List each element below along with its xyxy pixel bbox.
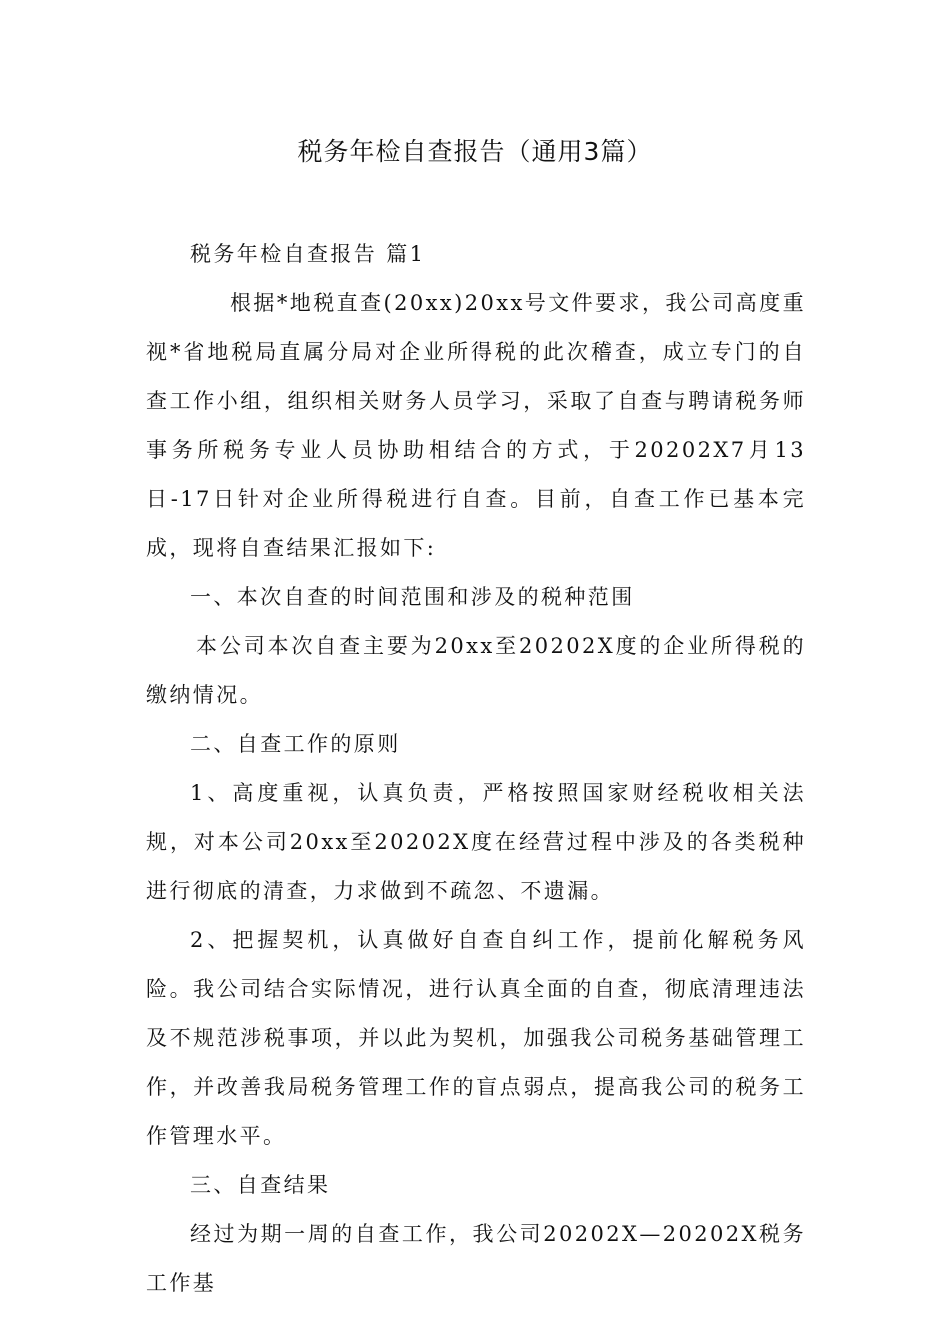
document-title: 税务年检自查报告（通用3篇）: [297, 137, 653, 166]
paragraph: 1、高度重视，认真负责，严格按照国家财经税收相关法规，对本公司20xx至20202X度在经营过程中涉及的各类税种进行彻底的清查，力求做到不疏忽、不遗漏。: [146, 781, 806, 903]
document-body: [146, 230, 806, 1308]
section-heading: 税务年检自查报告 篇1: [190, 242, 426, 266]
section-heading: 三、自查结果: [190, 1173, 331, 1197]
paragraph: 本公司本次自查主要为20xx至20202X度的企业所得税的缴纳情况。: [146, 634, 806, 707]
section-heading: 二、自查工作的原则: [190, 732, 401, 756]
section-heading: 一、本次自查的时间范围和涉及的税种范围: [190, 585, 635, 609]
paragraph: 2、把握契机，认真做好自查自纠工作，提前化解税务风险。我公司结合实际情况，进行认真全面的自查，彻底清理违法及不规范涉税事项，并以此为契机，加强我公司税务基础管理工作，并改善我局税务管理工作的盲点弱点，提高我公司的税务工作管理水平。: [146, 928, 806, 1148]
paragraph: 根据*地税直查(20xx)20xx号文件要求，我公司高度重视*省地税局直属分局对企业所得税的此次稽查，成立专门的自查工作小组，组织相关财务人员学习，采取了自查与聘请税务师事务所税务专业人员协助相结合的方式，于20202X7月13日-17日针对企业所得税进行自查。目前，自查工作已基本完成，现将自查结果汇报如下:: [146, 291, 806, 560]
paragraph: 经过为期一周的自查工作，我公司20202X—20202X税务工作基: [146, 1222, 806, 1295]
